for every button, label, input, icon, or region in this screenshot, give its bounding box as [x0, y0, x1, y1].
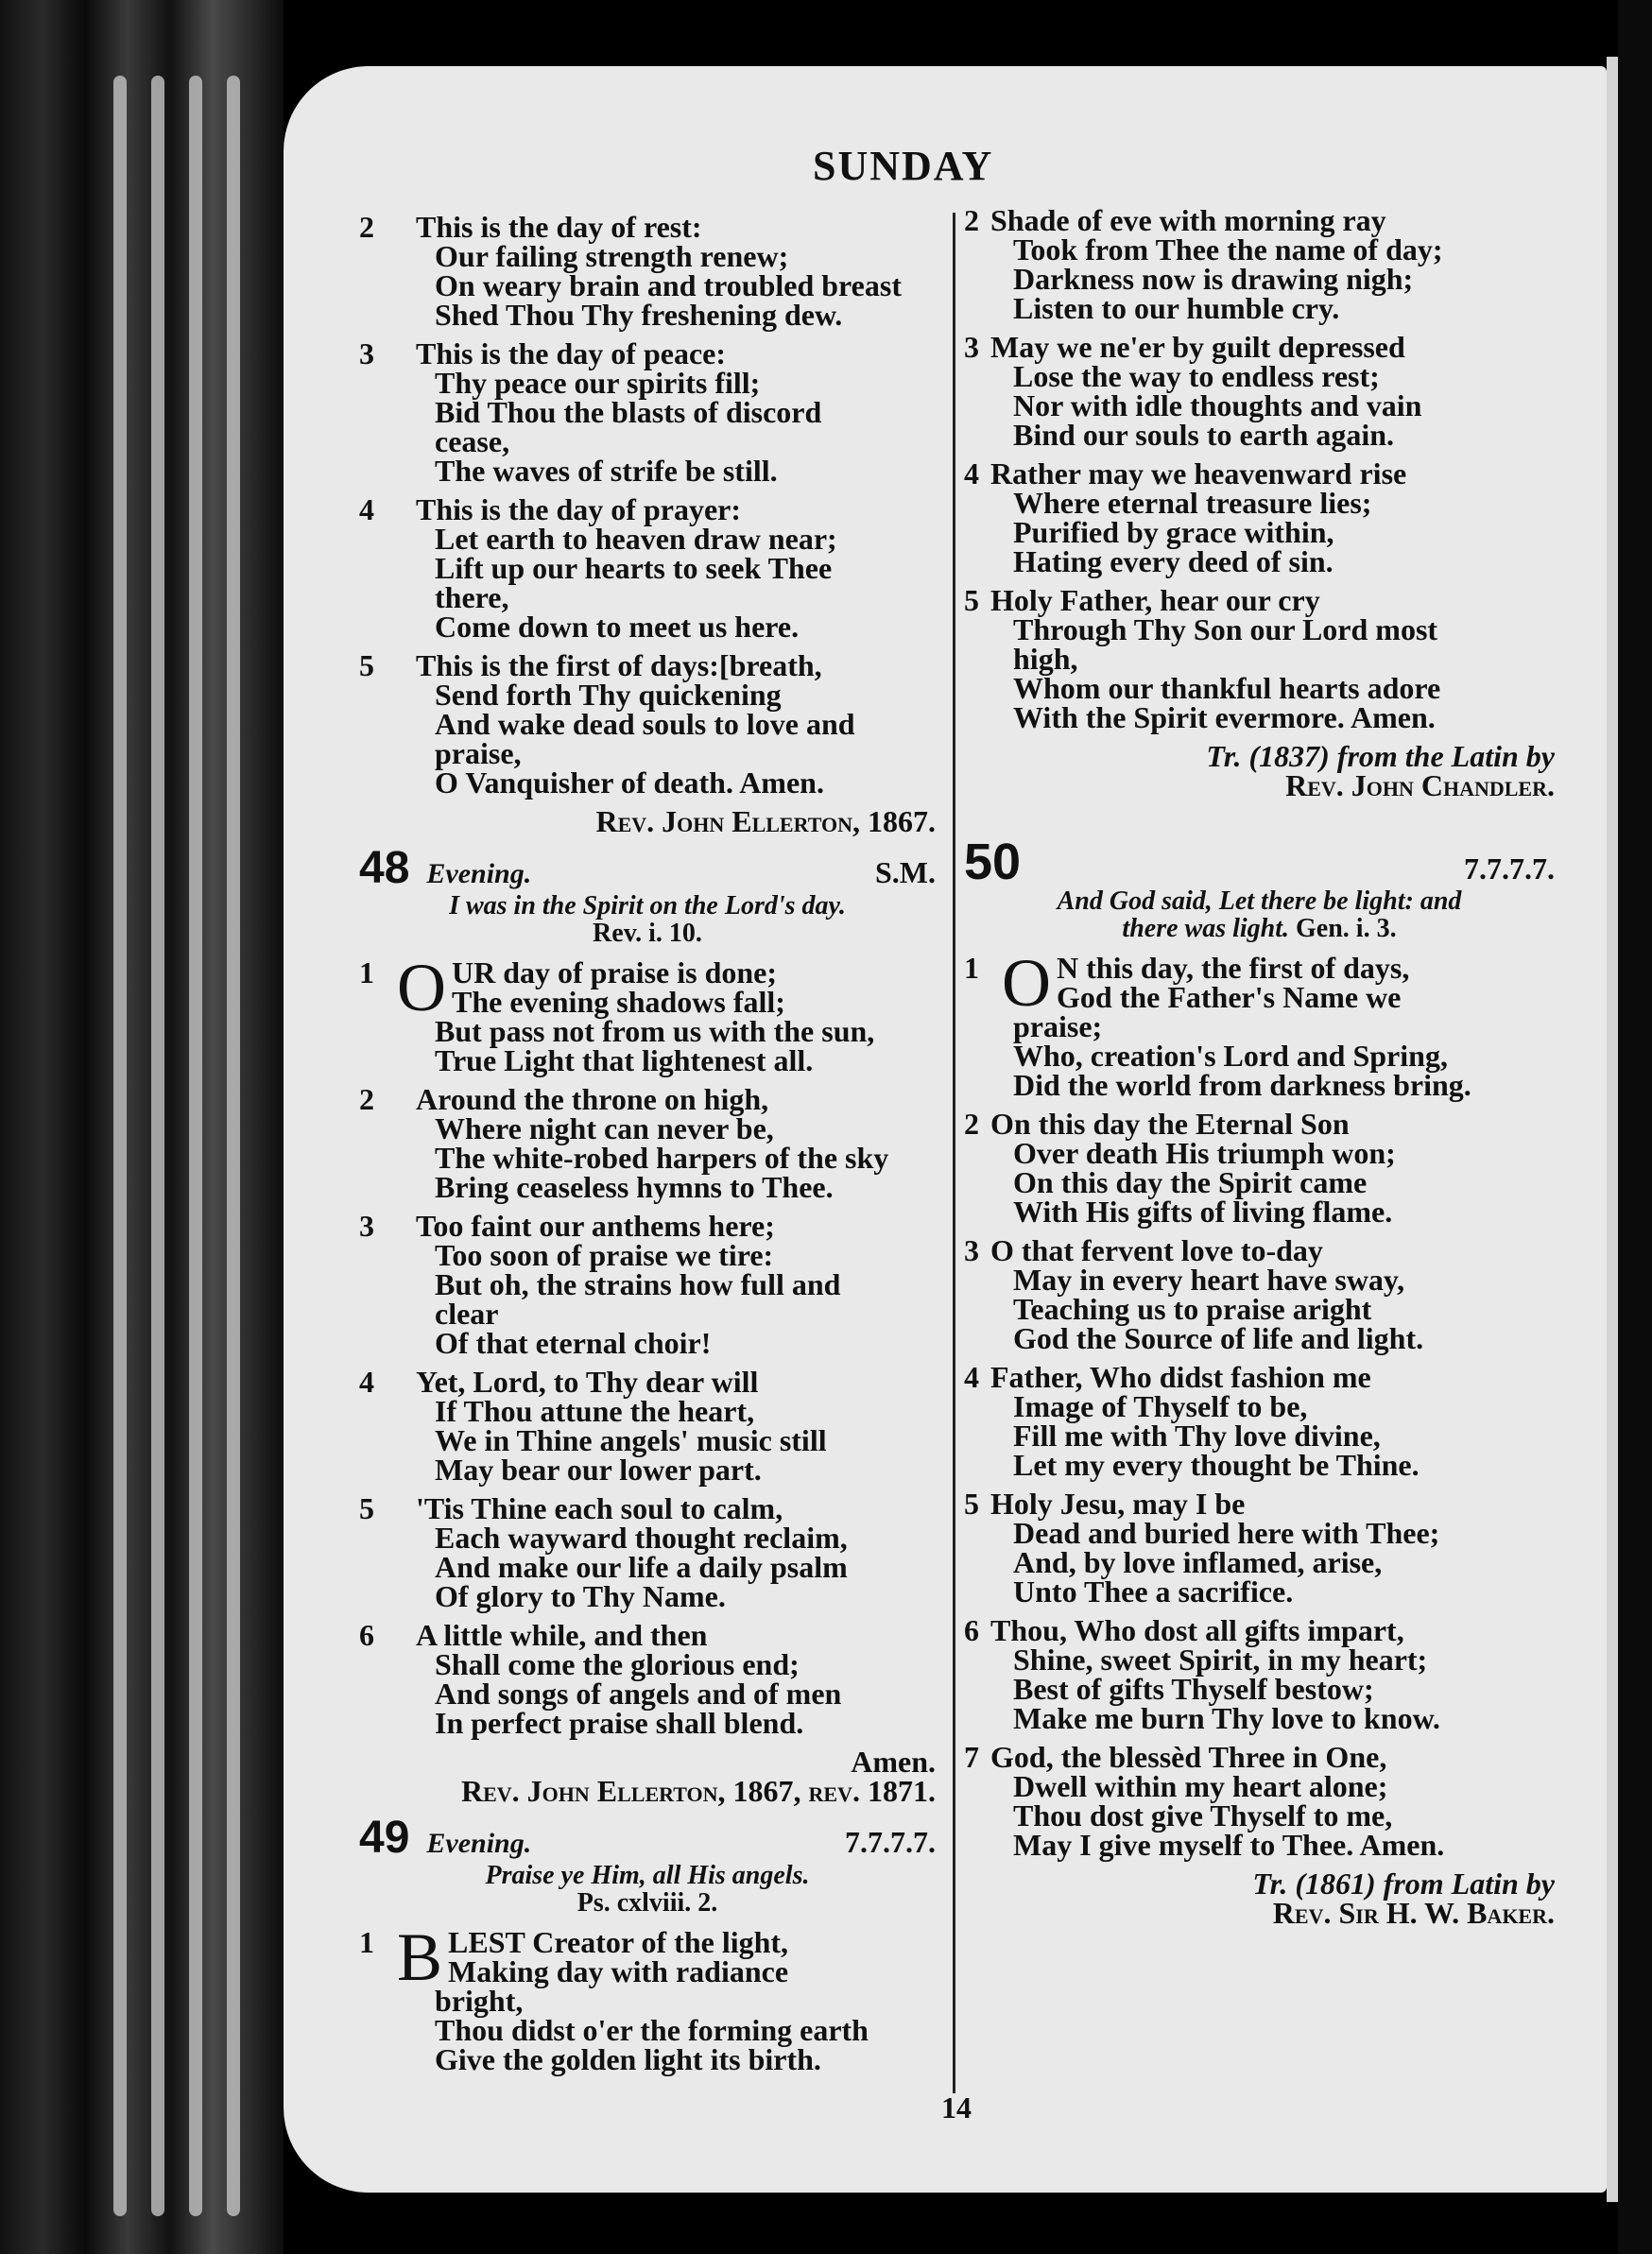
verse-line: Fill me with Thy love divine,	[1013, 1419, 1381, 1453]
hymn-meter: S.M.	[875, 855, 936, 889]
verse-line: This is the first of days:[breath,	[416, 648, 822, 682]
page-edge	[227, 76, 240, 2216]
verse-number: 4	[964, 1360, 979, 1394]
hymn-number: 50	[964, 834, 1022, 890]
verse-line: The waves of strife be still.	[435, 454, 778, 488]
verse-line: Hating every deed of sin.	[1013, 544, 1334, 578]
scripture-reference: Rev. i. 10.	[593, 919, 702, 948]
hymn-meter: 7.7.7.7.	[845, 1825, 936, 1859]
verse-number: 2	[359, 210, 374, 244]
verse	[964, 1107, 1555, 1229]
verse-number: 5	[964, 1487, 979, 1521]
verse-number: 7	[964, 1740, 979, 1774]
verse	[359, 1365, 936, 1487]
attribution: Rev. John Chandler.	[1285, 768, 1555, 802]
verse	[964, 1613, 1555, 1735]
scripture-text: Praise ye Him, all His angels.	[485, 1861, 810, 1890]
verse	[964, 1489, 1555, 1607]
verse-line: Dead and buried here with Thee;	[1013, 1516, 1440, 1550]
hymn-heading	[964, 834, 1555, 890]
verse-line: Whom our thankful hearts adore	[1013, 671, 1441, 705]
verse-number: 6	[964, 1613, 979, 1647]
page-number: 14	[941, 2091, 972, 2125]
verse-line: Too faint our anthems here;	[416, 1209, 775, 1243]
verse-line: The white-robed harpers of the sky	[435, 1141, 889, 1175]
verse-line: May bear our lower part.	[435, 1453, 762, 1487]
verse-line: Make me burn Thy love to know.	[1013, 1701, 1440, 1735]
verse-line: Took from Thee the name of day;	[1013, 232, 1443, 267]
verse-line: Shall come the glorious end;	[435, 1647, 800, 1681]
verse-line: Give the golden light its birth.	[435, 2042, 821, 2076]
verse-number: 4	[359, 492, 374, 526]
verse-line: But oh, the strains how full and	[435, 1267, 841, 1301]
hymn-number: 49	[359, 1813, 410, 1863]
verse-line: Shade of eve with morning ray	[990, 203, 1386, 237]
verse-number: 5	[359, 1491, 374, 1525]
verse-line: Of glory to Thy Name.	[435, 1579, 726, 1613]
verse-line: This is the day of prayer:	[416, 492, 741, 526]
verse-line: Send forth Thy quickening	[435, 678, 782, 712]
verse-line: O Vanquisher of death. Amen.	[435, 766, 824, 800]
verse-number: 2	[964, 203, 979, 237]
verse-number: 1	[964, 951, 979, 985]
verse-line: Of that eternal choir!	[435, 1326, 712, 1360]
verse-line: True Light that lightenest all.	[435, 1043, 814, 1077]
verse	[359, 1209, 936, 1360]
verse-line: May in every heart have sway,	[1013, 1263, 1405, 1297]
hymn-number: 48	[359, 843, 410, 893]
verse-number: 5	[964, 583, 979, 617]
verse-line: Teaching us to praise aright	[1013, 1292, 1372, 1326]
verse	[964, 1360, 1555, 1482]
verse-line: Thy peace our spirits fill;	[435, 366, 761, 400]
verse-line: clear	[435, 1297, 499, 1331]
verse-number: 3	[964, 330, 979, 364]
attribution: Rev. Sir H. W. Baker.	[1272, 1896, 1555, 1930]
verse-line: Best of gifts Thyself bestow;	[1013, 1672, 1374, 1706]
verse-number: 3	[359, 336, 374, 370]
verse-line: cease,	[435, 424, 510, 458]
hymn-title: Evening.	[426, 1828, 532, 1859]
verse-number: 1	[359, 955, 374, 989]
verse-line: there,	[435, 580, 509, 614]
verse-line: The evening shadows fall;	[452, 985, 785, 1019]
verse	[359, 336, 936, 488]
verse-line: Rather may we heavenward rise	[990, 456, 1407, 490]
verse	[359, 1919, 936, 2076]
verse	[964, 330, 1555, 452]
verse-line: Holy Father, hear our cry	[990, 583, 1320, 617]
verse-line: And make our life a daily psalm	[435, 1550, 848, 1584]
verse-line: Shed Thou Thy freshening dew.	[435, 298, 843, 332]
verse-line: Let my every thought be Thine.	[1013, 1448, 1420, 1482]
verse	[964, 945, 1555, 1102]
verse-line: God, the blessèd Three in One,	[990, 1740, 1387, 1774]
verse-line: And wake dead souls to love and	[435, 707, 855, 741]
verse-line: Thou, Who dost all gifts impart,	[990, 1613, 1404, 1647]
verse-line: This is the day of peace:	[416, 336, 726, 370]
hymn-verses	[359, 950, 936, 1740]
translation-credit: Tr. (1837) from the Latin by	[1206, 739, 1555, 773]
verse	[359, 210, 936, 332]
hymn-heading	[359, 1813, 936, 1863]
verse-line: Bring ceaseless hymns to Thee.	[435, 1170, 834, 1204]
verse-line: This is the day of rest:	[416, 210, 702, 244]
drop-cap: O	[397, 950, 446, 1025]
verse-line: praise;	[1013, 1009, 1103, 1043]
verse-line: Darkness now is drawing nigh;	[1013, 262, 1414, 296]
scripture-line: there was light. Gen. i. 3.	[1122, 914, 1397, 943]
verse	[964, 1740, 1555, 1862]
verse-line: Through Thy Son our Lord most	[1013, 612, 1438, 646]
facing-page-edge	[1607, 57, 1618, 2202]
verse-line: If Thou attune the heart,	[435, 1394, 755, 1428]
hymn-verses	[359, 1919, 936, 2076]
verse-number: 3	[964, 1233, 979, 1267]
continued-verses	[359, 210, 936, 800]
verse-line: N this day, the first of days,	[1057, 951, 1410, 985]
hymn-title: Evening.	[426, 858, 532, 889]
verse-line: Thou dost give Thyself to me,	[1013, 1798, 1393, 1832]
attribution: Rev. John Ellerton, 1867, rev. 1871.	[461, 1774, 936, 1808]
hymn-heading	[359, 843, 936, 893]
verse-line: bright,	[435, 1984, 524, 2018]
verse-line: But pass not from us with the sun,	[435, 1014, 875, 1048]
column-divider	[953, 213, 955, 2093]
verse-line: Purified by grace within,	[1013, 515, 1334, 549]
verse-line: Where eternal treasure lies;	[1013, 486, 1372, 520]
scripture-text: I was in the Spirit on the Lord's day.	[449, 891, 846, 921]
verse-line: Yet, Lord, to Thy dear will	[416, 1365, 759, 1399]
continued-verses	[964, 203, 1555, 734]
verse-line: We in Thine angels' music still	[435, 1423, 827, 1457]
verse-line: With His gifts of living flame.	[1013, 1195, 1393, 1229]
verse-line: Who, creation's Lord and Spring,	[1013, 1039, 1448, 1073]
verse	[359, 1618, 936, 1740]
verse-line: Around the throne on high,	[416, 1082, 769, 1116]
verse-line: May we ne'er by guilt depressed	[990, 330, 1405, 364]
scripture-reference: Ps. cxlviii. 2.	[576, 1888, 718, 1918]
drop-cap: O	[1002, 945, 1051, 1021]
verse-line: Image of Thyself to be,	[1013, 1389, 1308, 1423]
verse	[964, 583, 1555, 734]
verse-line: LEST Creator of the light,	[448, 1925, 789, 1959]
verse-line: Shine, sweet Spirit, in my heart;	[1013, 1643, 1428, 1677]
verse-line: Unto Thee a sacrifice.	[1013, 1574, 1294, 1609]
verse-line: Too soon of praise we tire:	[435, 1238, 774, 1272]
verse-line: Over death His triumph won;	[1013, 1136, 1396, 1170]
verse	[359, 492, 936, 644]
right-column	[964, 203, 1555, 1930]
verse-line: May I give myself to Thee. Amen.	[1013, 1828, 1445, 1862]
verse-line: Nor with idle thoughts and vain	[1013, 388, 1422, 422]
verse-line: A little while, and then	[416, 1618, 708, 1652]
verse-number: 5	[359, 648, 374, 682]
verse-number: 4	[964, 456, 979, 490]
verse	[964, 203, 1555, 325]
verse	[964, 1233, 1555, 1355]
verse-line: On weary brain and troubled breast	[435, 268, 902, 302]
verse-line: Lose the way to endless rest;	[1013, 359, 1380, 393]
verse-line: And songs of angels and of men	[435, 1677, 842, 1711]
verse	[359, 950, 936, 1077]
verse-line: God the Father's Name we	[1057, 980, 1402, 1014]
verse-line: high,	[1013, 642, 1078, 676]
verse-number: 1	[359, 1925, 374, 1959]
verse-line: UR day of praise is done;	[452, 955, 778, 989]
verse-line: Listen to our humble cry.	[1013, 291, 1340, 325]
verse-line: praise,	[435, 736, 522, 770]
verse-number: 6	[359, 1618, 374, 1652]
verse-number: 2	[359, 1082, 374, 1116]
page-edge	[151, 76, 164, 2216]
book-spine	[0, 0, 284, 2254]
verse-number: 3	[359, 1209, 374, 1243]
verse-line: Lift up our hearts to seek Thee	[435, 551, 833, 585]
hymn-meter: 7.7.7.7.	[1464, 852, 1555, 886]
verse-line: Did the world from darkness bring.	[1013, 1068, 1471, 1102]
amen: Amen.	[851, 1745, 936, 1779]
verse-number: 2	[964, 1107, 979, 1141]
verse-line: On this day the Eternal Son	[990, 1107, 1350, 1141]
verse-line: Each wayward thought reclaim,	[435, 1521, 848, 1555]
verse	[359, 1491, 936, 1613]
hymn-verses	[964, 945, 1555, 1862]
verse	[359, 648, 936, 800]
verse-line: Bid Thou the blasts of discord	[435, 395, 822, 429]
translation-credit: Tr. (1861) from Latin by	[1252, 1867, 1555, 1901]
verse-line: Father, Who didst fashion me	[990, 1360, 1371, 1394]
verse-line: In perfect praise shall blend.	[435, 1706, 804, 1740]
verse-number: 4	[359, 1365, 374, 1399]
verse-line: Our failing strength renew;	[435, 239, 789, 273]
page-edge	[113, 76, 127, 2216]
verse-line: God the Source of life and light.	[1013, 1321, 1424, 1355]
scripture-text: And God said, Let there be light: and	[1057, 886, 1462, 916]
left-column	[359, 210, 936, 2084]
verse-line: Where night can never be,	[435, 1111, 774, 1145]
scan-border	[1618, 0, 1652, 2254]
drop-cap: B	[397, 1919, 443, 1995]
verse-line: 'Tis Thine each soul to calm,	[416, 1491, 783, 1525]
verse-line: O that fervent love to-day	[990, 1233, 1323, 1267]
verse-line: And, by love inflamed, arise,	[1013, 1545, 1383, 1579]
page-edge	[189, 76, 202, 2216]
verse-line: Thou didst o'er the forming earth	[435, 2013, 869, 2047]
page-header: SUNDAY	[813, 143, 994, 189]
verse-line: Bind our souls to earth again.	[1013, 418, 1395, 452]
verse-line: Holy Jesu, may I be	[990, 1487, 1246, 1521]
verse	[359, 1082, 936, 1204]
verse-line: On this day the Spirit came	[1013, 1165, 1368, 1199]
attribution: Rev. John Ellerton, 1867.	[595, 804, 936, 838]
verse-line: Dwell within my heart alone;	[1013, 1769, 1388, 1803]
verse-line: Let earth to heaven draw near;	[435, 522, 837, 556]
verse-line: Making day with radiance	[448, 1954, 789, 1988]
verse	[964, 456, 1555, 578]
verse-line: With the Spirit evermore. Amen.	[1013, 700, 1436, 734]
verse-line: Come down to meet us here.	[435, 610, 800, 644]
